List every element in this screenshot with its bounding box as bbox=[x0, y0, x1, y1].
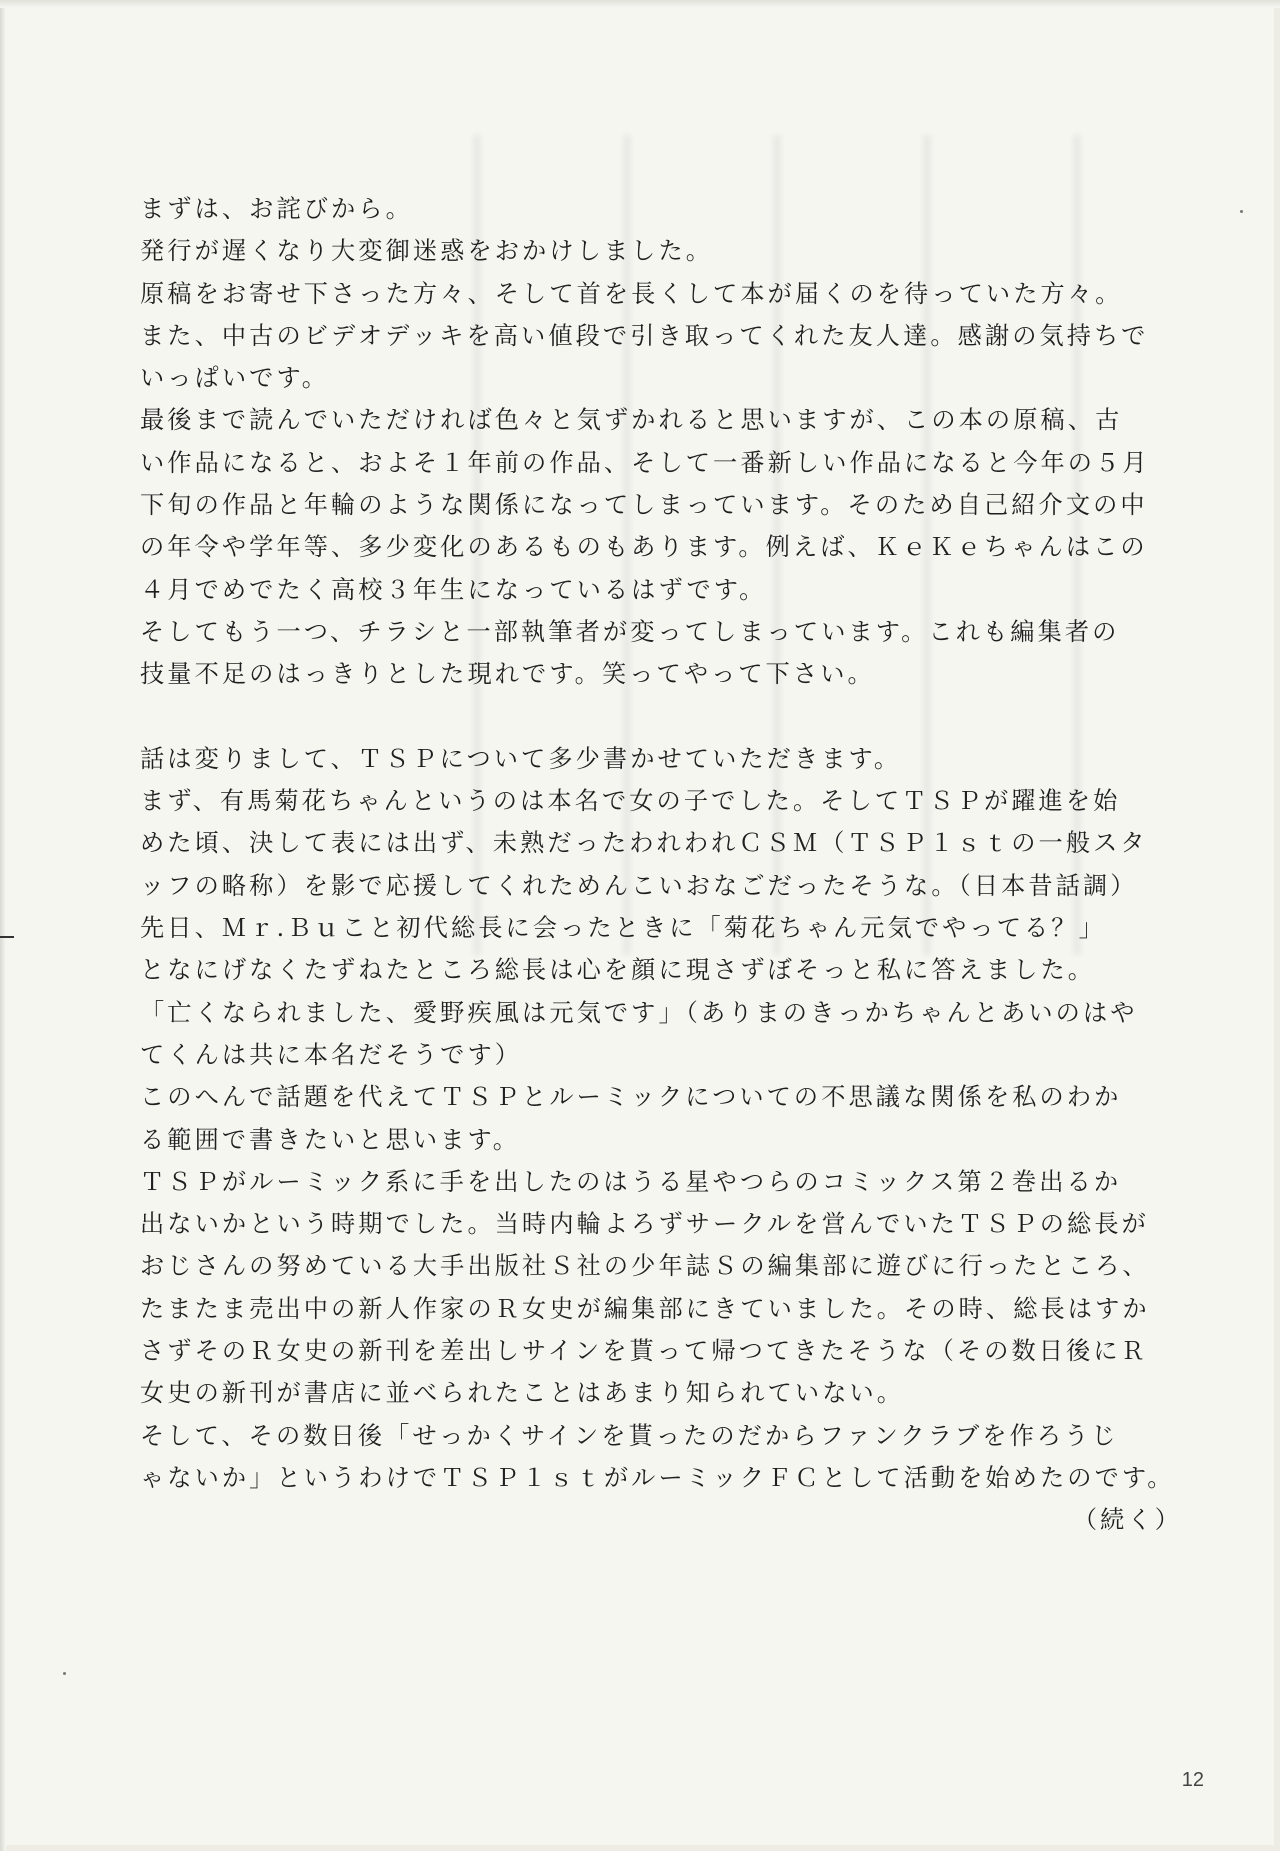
body-text bbox=[140, 188, 1200, 1542]
paper-speck bbox=[1240, 210, 1243, 213]
section-break bbox=[140, 696, 1200, 738]
margin-tick-mark bbox=[0, 936, 14, 938]
paragraph: まずは、お詫びから。 bbox=[140, 195, 413, 223]
paragraph: ＴＳＰがルーミック系に手を出したのはうる星やつらのコミックス第２巻出るか 出ないかという時期でした。当時内輪よろずサークルを営んでいたＴＳＰの総長が おじさんの努めている大手出版社Ｓ社の少年誌Ｓの編集部に遊びに行ったところ、 たまたま売出中の新人作家のＲ女史が編集部にきていました。その時、総長はすか さずそのＲ女史の新刊を差出しサインを貰って帰つてきたそうな（その数日後にＲ 女史の新刊が書店に並べられたことはあまり知られていない。 bbox=[140, 1167, 1150, 1408]
paper-speck bbox=[63, 1672, 66, 1675]
paragraph: そして、その数日後「せっかくサインを貰ったのだからファンクラブを作ろうじ ゃないか」というわけでＴＳＰ１ｓｔがルーミックＦＣとして活動を始めたのです。 bbox=[140, 1421, 1175, 1492]
page-number: 12 bbox=[1181, 1769, 1204, 1791]
paragraph: 原稿をお寄せ下さった方々、そして首を長くして本が届くのを待っていた方々。 また、中古のビデオデッキを高い値段で引き取ってくれた友人達。感謝の気持ちで いっぱいです。 bbox=[140, 279, 1149, 393]
paragraph: このへんで話題を代えてＴＳＰとルーミックについての不思議な関係を私のわか る範囲で書きたいと思います。 bbox=[140, 1083, 1122, 1154]
paragraph: まず、有馬菊花ちゃんというのは本名で女の子でした。そしてＴＳＰが躍進を始 めた頃、決して表には出ず、未熟だったわれわれＣＳＭ（ＴＳＰ１ｓｔの一般スタ ッフの略称）を影で応援してくれためんこいおなごだったそうな。（日本昔話調） bbox=[140, 787, 1148, 900]
page-top-edge bbox=[0, 0, 1280, 8]
paragraph: 先日、Ｍｒ.Ｂｕこと初代総長に会ったときに「菊花ちゃん元気でやってる？」 となにげなくたずねたところ総長は心を顔に現さずぼそっと私に答えました。 bbox=[140, 914, 1106, 985]
paragraph: 話は変りまして、ＴＳＰについて多少書かせていただきます。 bbox=[140, 744, 902, 773]
continued-marker: （続く） bbox=[1072, 1506, 1182, 1535]
page-left-edge bbox=[0, 0, 6, 1851]
paragraph: 「亡くなられました、愛野疾風は元気です」（ありまのきっかちゃんとあいのはや てくんは共に本名だそうです） bbox=[140, 998, 1138, 1069]
paragraph: 最後まで読んでいただければ色々と気ずかれると思いますが、この本の原稿、古 い作品になると、およそ１年前の作品、そして一番新しい作品になると今年の５月 下旬の作品と年輪のような関係になってしまっています。そのため自己紹介文の中 の年令や学年等、多少変化のあるものもあります。例えば、ＫｅＫｅちゃんはこの ４月でめでたく高校３年生になっているはずです。 bbox=[140, 406, 1150, 604]
paragraph: 発行が遅くなり大変御迷惑をおかけしました。 bbox=[140, 237, 714, 266]
paragraph: そしてもう一つ、チラシと一部執筆者が変ってしまっています。これも編集者の 技量不足のはっきりとした現れです。笑ってやって下さい。 bbox=[140, 617, 1120, 689]
